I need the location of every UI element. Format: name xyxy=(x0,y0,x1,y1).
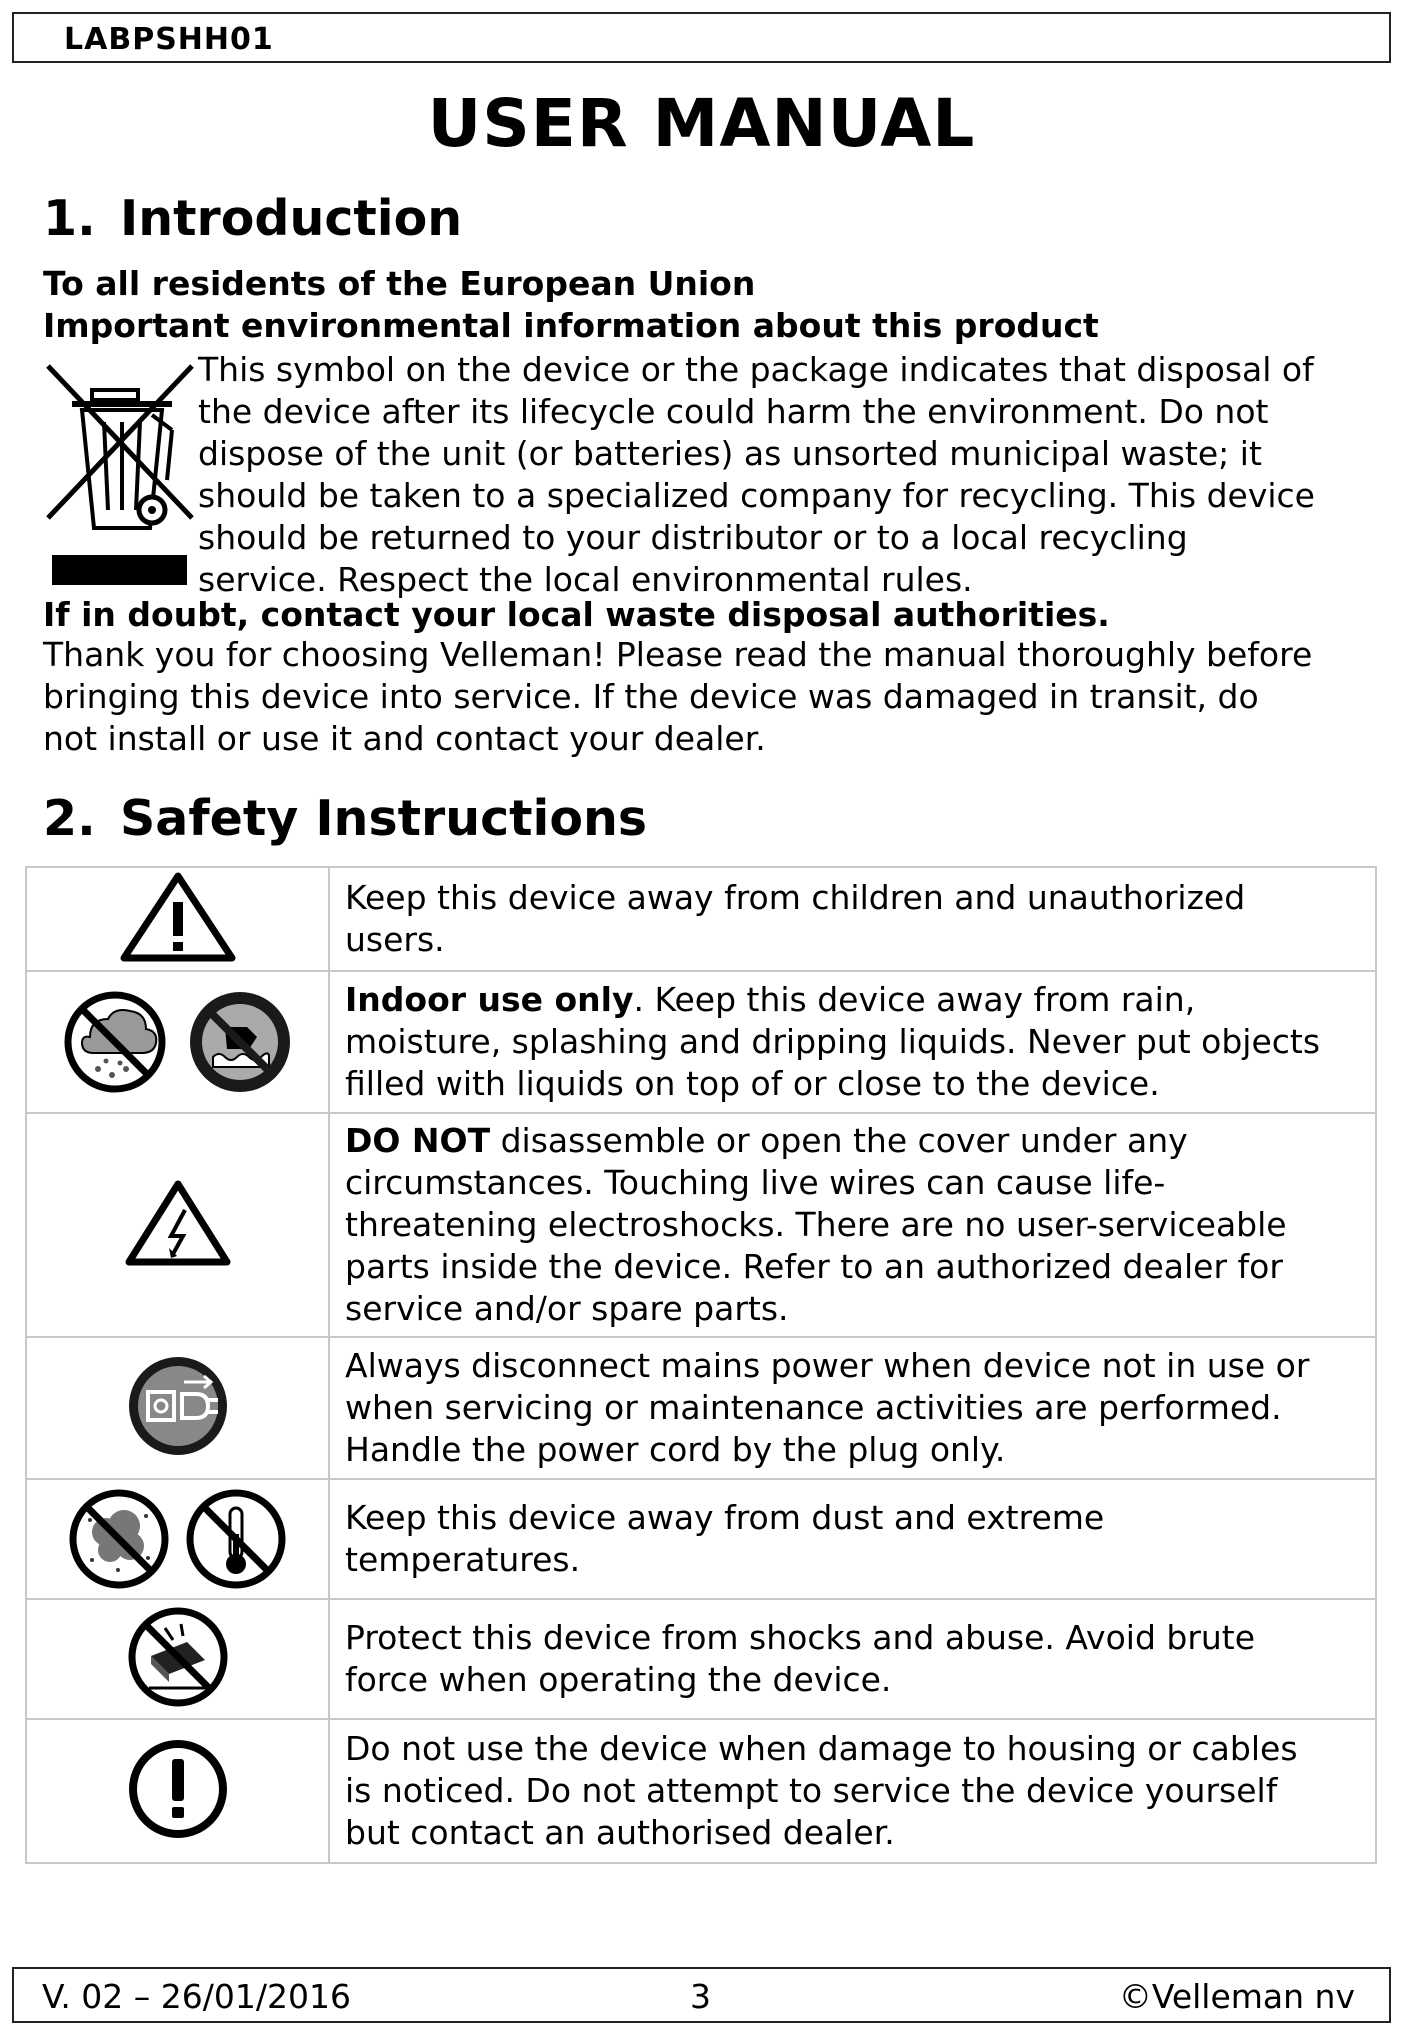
safety-icon-cell xyxy=(26,1113,329,1337)
safety-bold-lead: DO NOT xyxy=(345,1121,491,1160)
footer-copyright: ©Velleman nv xyxy=(1118,1977,1355,2016)
safety-text xyxy=(329,1599,1376,1719)
safety-line: parts inside the device. Refer to an authorized dealer for xyxy=(345,1247,1283,1286)
safety-row xyxy=(26,1113,1376,1337)
unplug-icon xyxy=(126,1354,230,1458)
safety-icon-cell xyxy=(26,867,329,971)
footer-version: V. 02 – 26/01/2016 xyxy=(42,1977,351,2016)
no-liquid-icon xyxy=(185,987,295,1097)
weee-line: should be taken to a specialized company for recycling. This device xyxy=(198,476,1315,515)
safety-line xyxy=(345,1120,1365,1162)
important-info-line: Important environmental information about this product xyxy=(43,306,1099,345)
safety-line-rest: . Keep this device away from rain, xyxy=(633,980,1196,1019)
safety-row xyxy=(26,867,1376,971)
weee-line: This symbol on the device or the package indicates that disposal of xyxy=(198,350,1314,389)
safety-line: but contact an authorised dealer. xyxy=(345,1813,895,1852)
no-shock-icon xyxy=(125,1604,231,1710)
safety-text xyxy=(329,1479,1376,1599)
safety-icon-cell xyxy=(26,1337,329,1479)
safety-line-rest: disassemble or open the cover under any xyxy=(490,1121,1188,1160)
no-dust-icon xyxy=(66,1486,172,1592)
safety-line xyxy=(345,979,1365,1021)
safety-line: service and/or spare parts. xyxy=(345,1289,789,1328)
safety-text xyxy=(329,1719,1376,1863)
safety-line: circumstances. Touching live wires can cause life- xyxy=(345,1163,1166,1202)
safety-icon-cell xyxy=(26,1599,329,1719)
section-number: 1. xyxy=(43,190,96,247)
residents-line: To all residents of the European Union xyxy=(43,264,756,303)
thanks-line: not install or use it and contact your dealer. xyxy=(43,719,766,758)
safety-text xyxy=(329,1337,1376,1479)
safety-row xyxy=(26,1479,1376,1599)
safety-line: Always disconnect mains power when device not in use or xyxy=(345,1346,1310,1385)
safety-line: Handle the power cord by the plug only. xyxy=(345,1430,1006,1469)
warning-triangle-icon xyxy=(118,870,238,965)
thanks-paragraph xyxy=(43,634,1312,760)
safety-line: moisture, splashing and dripping liquids. Never put objects xyxy=(345,1022,1321,1061)
weee-crossed-bin-icon xyxy=(42,360,202,600)
safety-line: is noticed. Do not attempt to service the device yourself xyxy=(345,1771,1278,1810)
weee-line: service. Respect the local environmental rules. xyxy=(198,560,973,599)
section-number: 2. xyxy=(43,790,96,847)
weee-line: the device after its lifecycle could harm the environment. Do not xyxy=(198,392,1269,431)
safety-line: Do not use the device when damage to housing or cables xyxy=(345,1729,1298,1768)
safety-text xyxy=(329,1113,1376,1337)
safety-line: force when operating the device. xyxy=(345,1660,892,1699)
safety-text xyxy=(329,971,1376,1113)
safety-row xyxy=(26,1337,1376,1479)
safety-line: temperatures. xyxy=(345,1540,581,1579)
safety-bold-lead: Indoor use only xyxy=(345,980,634,1019)
page-title: USER MANUAL xyxy=(427,85,976,162)
safety-icon-cell xyxy=(26,1479,329,1599)
section-title: Safety Instructions xyxy=(120,790,648,847)
exclamation-circle-icon xyxy=(126,1737,230,1841)
safety-line: threatening electroshocks. There are no user-serviceable xyxy=(345,1205,1287,1244)
safety-table xyxy=(25,866,1377,1864)
section-title: Introduction xyxy=(120,190,463,247)
electric-shock-icon xyxy=(123,1178,233,1268)
weee-line: should be returned to your distributor or to a local recycling xyxy=(198,518,1188,557)
safety-icon-cell xyxy=(26,1719,329,1863)
weee-line: dispose of the unit (or batteries) as unsorted municipal waste; it xyxy=(198,434,1262,473)
thanks-line: bringing this device into service. If the device was damaged in transit, do xyxy=(43,677,1259,716)
safety-text xyxy=(329,867,1376,971)
safety-line: when servicing or maintenance activities are performed. xyxy=(345,1388,1282,1427)
no-extreme-temperature-icon xyxy=(183,1486,289,1592)
safety-line: Protect this device from shocks and abuse. Avoid brute xyxy=(345,1618,1256,1657)
safety-row xyxy=(26,1599,1376,1719)
model-code: LABPSHH01 xyxy=(64,22,274,57)
safety-row xyxy=(26,971,1376,1113)
footer-bar xyxy=(12,1967,1391,2023)
weee-paragraph xyxy=(198,349,1315,601)
doubt-line: If in doubt, contact your local waste disposal authorities. xyxy=(43,595,1110,634)
safety-line: filled with liquids on top of or close to the device. xyxy=(345,1064,1160,1103)
thanks-line: Thank you for choosing Velleman! Please read the manual thoroughly before xyxy=(43,635,1313,674)
safety-line: users. xyxy=(345,920,445,959)
footer-page-number: 3 xyxy=(690,1977,711,2016)
section-heading-safety xyxy=(43,790,647,847)
safety-icon-cell xyxy=(26,971,329,1113)
safety-row xyxy=(26,1719,1376,1863)
safety-line: Keep this device away from dust and extreme xyxy=(345,1498,1105,1537)
header-bar xyxy=(12,12,1391,63)
safety-line: Keep this device away from children and unauthorized xyxy=(345,878,1246,917)
no-rain-icon xyxy=(60,987,170,1097)
section-heading-introduction xyxy=(43,190,462,247)
